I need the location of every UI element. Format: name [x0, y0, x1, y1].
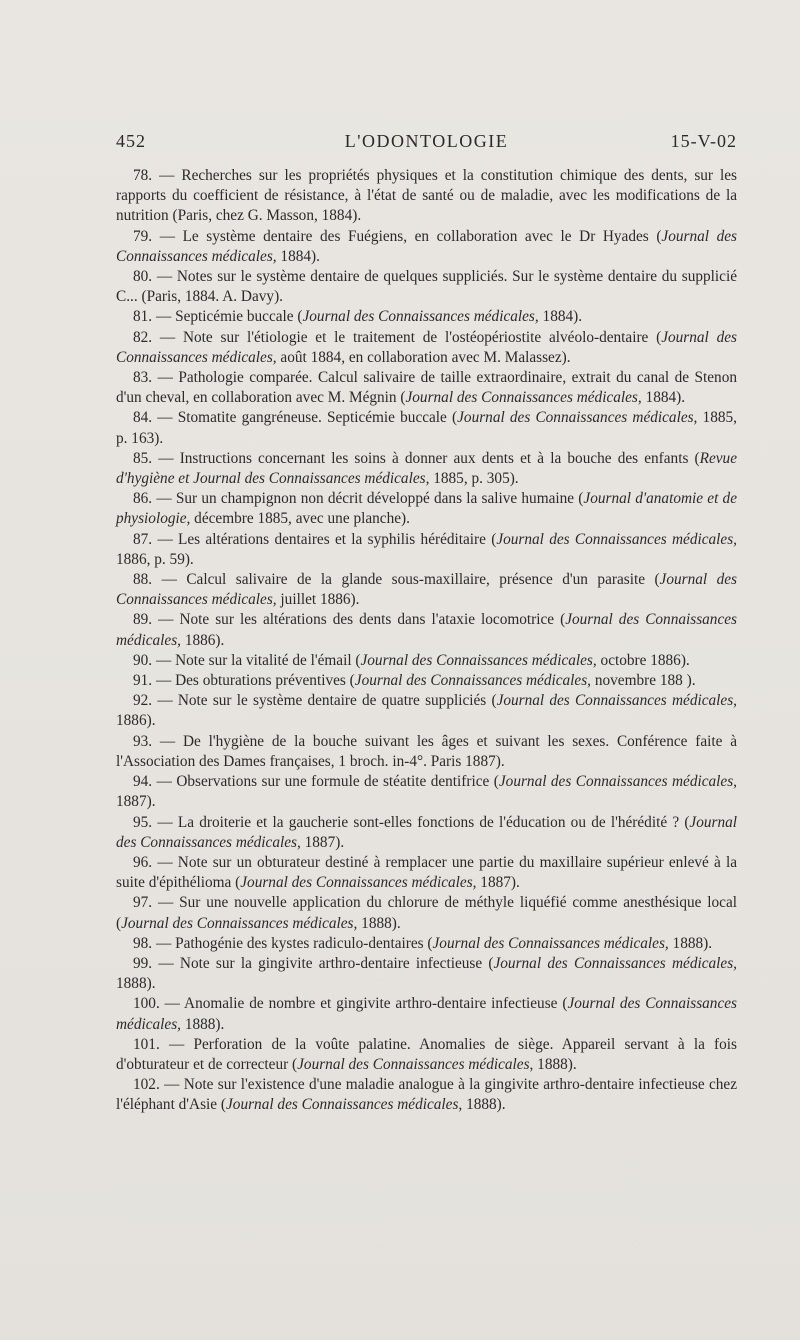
bibliography-entry — [116, 853, 737, 893]
entry-journal: Revue d'hygiène et Journal des Connaissances médicales, — [116, 449, 737, 488]
entry-text: — Sur une nouvelle application du chlorure de méthyle liquéfié comme anesthésique local ( — [116, 894, 737, 932]
bibliography-entry — [116, 449, 737, 489]
entry-text: — Recherches sur les propriétés physiques et la constitution chimique des dents, sur les rapports du coefficient de résistance, à l'état de santé ou de maladie, avec les modifications de la nutrition (Paris, chez G. Masson, 1884). — [116, 167, 737, 225]
bibliography-entry — [116, 772, 737, 812]
entry-number: 94. — [133, 773, 157, 791]
entry-citation: 1887). — [116, 793, 156, 811]
entry-text: — Note sur le système dentaire de quatre suppliciés ( — [157, 692, 497, 710]
entry-number: 87. — [133, 530, 158, 548]
entry-number: 88. — [133, 571, 162, 589]
bibliography-entry — [116, 1075, 737, 1115]
entry-citation: 1888). — [116, 975, 156, 993]
entry-citation: juillet 1886). — [276, 591, 360, 609]
entry-journal: Journal des Connaissances médicales, — [116, 571, 737, 609]
entry-number: 82. — [133, 328, 160, 346]
entry-text: — Note sur la gingivite arthro-dentaire infectieuse ( — [158, 954, 494, 972]
entry-journal: Journal des Connaissances médicales, — [493, 954, 737, 972]
entry-number: 86. — [133, 490, 157, 508]
bibliography-entry — [116, 166, 737, 227]
entry-number: 93. — [133, 732, 160, 750]
entry-journal: Journal des Connaissances médicales, — [432, 934, 669, 952]
bibliography-entry — [116, 570, 737, 610]
entry-number: 79. — [133, 227, 160, 245]
entry-journal: Journal des Connaissances médicales, — [116, 611, 737, 649]
entry-text: — Note sur l'étiologie et le traitement de l'ostéopériostite alvéolo-dentaire ( — [159, 328, 662, 346]
entry-text: — De l'hygiène de la bouche suivant les âges et suivant les sexes. Conférence faite à l'Association des Dames françaises, 1 broch. in-4°. Paris 1887). — [116, 732, 737, 770]
bibliography-entry — [116, 328, 737, 368]
entry-journal: Journal des Connaissances médicales, — [116, 328, 737, 366]
entry-journal: Journal des Connaissances médicales, — [302, 308, 539, 326]
entry-journal: Journal des Connaissances médicales, — [498, 773, 737, 791]
bibliography-entry — [116, 691, 737, 731]
entry-text: — Note sur la vitalité de l'émail ( — [155, 651, 361, 669]
entry-text: — Sur un champignon non décrit développé dans la salive humaine ( — [156, 490, 584, 508]
bibliography-entry — [116, 267, 737, 307]
entry-citation: 1888). — [357, 914, 401, 932]
journal-title: L'ODONTOLOGIE — [344, 131, 509, 151]
entry-citation: 1888). — [462, 1096, 506, 1114]
entry-number: 84. — [133, 409, 158, 427]
entry-text: — Notes sur le système dentaire de quelques suppliciés. Sur le système dentaire du supplicié C... (Paris, 1884. A. Davy). — [116, 268, 737, 306]
bibliography-entry — [116, 530, 737, 570]
entry-text: — Observations sur une formule de stéatite dentifrice ( — [156, 773, 499, 791]
bibliography-entry — [116, 994, 737, 1034]
entry-journal: Journal des Connaissances médicales, — [116, 813, 738, 851]
entry-text: — Septicémie buccale ( — [155, 308, 303, 326]
entry-text: — Note sur l'existence d'une maladie analogue à la gingivite arthro-dentaire infectieuse chez l'éléphant d'Asie ( — [116, 1076, 738, 1114]
bibliography-entry — [116, 671, 737, 691]
entry-citation: 1884). — [641, 389, 686, 407]
entry-text: — Perforation de la voûte palatine. Anomalies de siège. Appareil servant à la fois d'obturateur et de correcteur ( — [116, 1035, 737, 1073]
entry-number: 95. — [133, 813, 158, 831]
entry-text: — Pathogénie des kystes radiculo-dentaires ( — [155, 934, 433, 952]
bibliography-list — [116, 166, 737, 1116]
bibliography-entry — [116, 954, 737, 994]
entry-text: — Les altérations dentaires et la syphilis héréditaire ( — [157, 530, 497, 548]
bibliography-entry — [116, 368, 737, 408]
entry-journal: Journal des Connaissances médicales, — [116, 995, 737, 1033]
entry-number: 85. — [133, 449, 159, 467]
bibliography-entry — [116, 307, 737, 327]
entry-citation: 1887). — [476, 874, 520, 892]
entry-text: — Note sur un obturateur destiné à remplacer une partie du maxillaire supérieur enlevé à la suite d'épithélioma ( — [116, 853, 737, 892]
entry-citation: 1887). — [300, 833, 345, 851]
entry-journal: Journal des Connaissances médicales, — [240, 874, 477, 892]
entry-number: 78. — [133, 167, 160, 184]
entry-text: — La droiterie et la gaucherie sont-elles fonctions de l'éducation ou de l'hérédité ? ( — [157, 813, 690, 831]
entry-number: 96. — [133, 853, 158, 871]
entry-citation: octobre 1886). — [596, 651, 690, 669]
bibliography-entry — [116, 1035, 737, 1075]
issue-date: 15-V-02 — [670, 131, 737, 151]
entry-text: — Des obturations préventives ( — [155, 672, 355, 690]
entry-citation: novembre 188 ). — [591, 672, 696, 690]
entry-number: 98. — [133, 934, 156, 952]
entry-citation: 1886, p. 59). — [116, 550, 194, 568]
entry-number: 97. — [133, 894, 158, 912]
entry-number: 91. — [133, 672, 156, 690]
entry-number: 90. — [133, 651, 156, 669]
entry-text: — Pathologie comparée. Calcul salivaire de taille extraordinaire, extrait du canal de Stenon d'un cheval, en collaboration avec M. Mégnin ( — [116, 369, 737, 407]
bibliography-entry — [116, 489, 737, 529]
entry-journal: Journal des Connaissances médicales, — [496, 692, 737, 710]
entry-number: 83. — [133, 369, 158, 387]
bibliography-entry — [116, 227, 737, 267]
entry-number: 89. — [133, 611, 159, 629]
entry-journal: Journal des Connaissances médicales, — [297, 1055, 534, 1073]
bibliography-entry — [116, 651, 737, 671]
bibliography-entry — [116, 732, 737, 772]
entry-citation: 1885, p. 163). — [116, 409, 737, 447]
entry-citation: 1886). — [181, 631, 225, 649]
entry-text: — Anomalie de nombre et gingivite arthro-dentaire infectieuse ( — [164, 995, 568, 1013]
running-header — [116, 131, 737, 157]
bibliography-entry — [116, 813, 737, 853]
entry-number: 81. — [133, 308, 156, 326]
entry-text: — Stomatite gangréneuse. Septicémie buccale ( — [157, 409, 458, 427]
entry-journal: Journal des Connaissances médicales, — [116, 227, 737, 265]
entry-citation: 1884). — [276, 247, 320, 265]
entry-journal: Journal des Connaissances médicales, — [405, 389, 642, 407]
entry-number: 99. — [133, 954, 159, 972]
bibliography-entry — [116, 408, 737, 448]
entry-journal: Journal des Connaissances médicales, — [457, 409, 698, 427]
entry-citation: 1888). — [533, 1055, 577, 1073]
entry-text: — Note sur les altérations des dents dans l'ataxie locomotrice ( — [158, 611, 566, 629]
bibliography-entry — [116, 610, 737, 650]
entry-number: 101. — [133, 1035, 169, 1053]
bibliography-entry — [116, 934, 737, 954]
entry-journal: Journal des Connaissances médicales, — [226, 1096, 463, 1114]
entry-citation: 1886). — [116, 712, 156, 730]
entry-citation: décembre 1885, avec une planche). — [190, 510, 410, 528]
entry-text: — Le système dentaire des Fuégiens, en collaboration avec le Dr Hyades ( — [159, 227, 662, 245]
entry-citation: août 1884, en collaboration avec M. Malassez). — [276, 348, 571, 366]
bibliography-entry — [116, 893, 737, 933]
entry-journal: Journal des Connaissances médicales, — [496, 530, 737, 548]
entry-text: — Calcul salivaire de la glande sous-maxillaire, présence d'un parasite ( — [161, 571, 660, 589]
entry-journal: Journal d'anatomie et de physiologie, — [116, 490, 737, 528]
entry-number: 102. — [133, 1076, 165, 1094]
entry-journal: Journal des Connaissances médicales, — [121, 914, 358, 932]
entry-journal: Journal des Connaissances médicales, — [354, 672, 592, 690]
entry-text: — Instructions concernant les soins à donner aux dents et à la bouche des enfants ( — [158, 449, 700, 467]
page-number: 452 — [116, 131, 146, 151]
entry-journal: Journal des Connaissances médicales, — [360, 651, 597, 669]
entry-citation: 1888). — [668, 934, 713, 952]
entry-number: 92. — [133, 692, 158, 710]
entry-number: 100. — [133, 995, 165, 1013]
entry-number: 80. — [133, 268, 157, 286]
entry-citation: 1885, p. 305). — [429, 470, 519, 488]
entry-citation: 1888). — [181, 1015, 225, 1033]
entry-citation: 1884). — [538, 308, 583, 326]
